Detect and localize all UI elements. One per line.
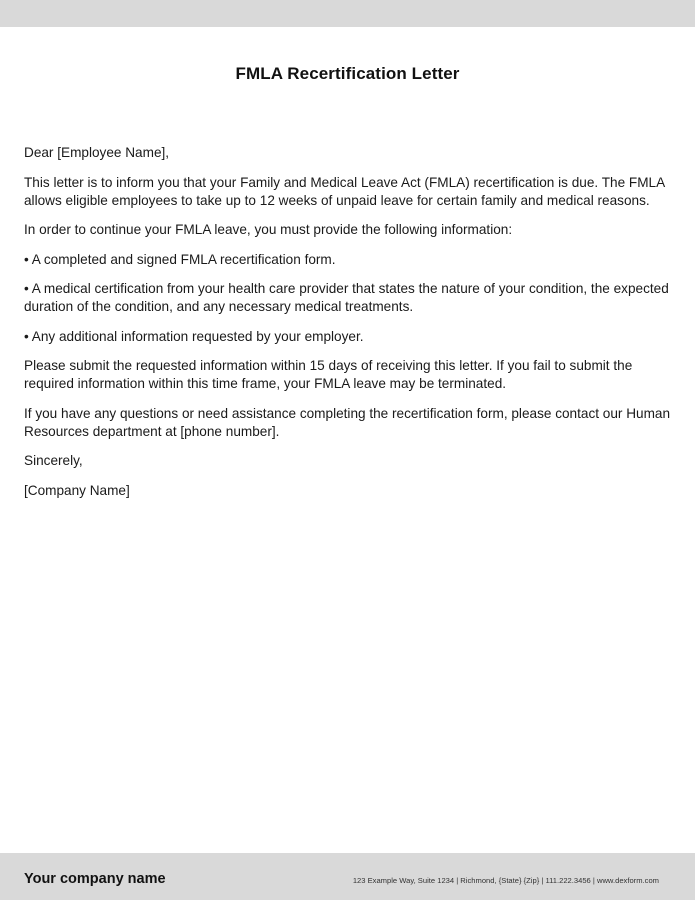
closing: Sincerely, [24, 453, 83, 468]
bullet-item-form: • A completed and signed FMLA recertification form. [24, 251, 336, 267]
footer-company-name: Your company name [24, 871, 166, 887]
footer-band [0, 853, 695, 900]
signature: [Company Name] [24, 482, 130, 498]
paragraph-requirements: In order to continue your FMLA leave, you must provide the following information: [24, 222, 513, 237]
bullet-item-additional-info: • Any additional information requested by your employer. [24, 328, 364, 344]
paragraph-contact: If you have any questions or need assistance completing the recertification form, please contact our Human Resources department at [phone number]. [24, 405, 671, 439]
bullet-item-medical-certification: • A medical certification from your health care provider that states the nature of your condition, the expected duration of the condition, and any necessary medical treatments. [24, 281, 669, 314]
letter-body [24, 144, 674, 511]
paragraph-intro: This letter is to inform you that your Family and Medical Leave Act (FMLA) recertification is due. The FMLA allows eligible employees to take up to 12 weeks of unpaid leave for certain family and medical reasons. [24, 174, 665, 208]
footer-address: 123 Example Way, Suite 1234 | Richmond, {State} {Zip} | 111.222.3456 | www.dexform.com [352, 876, 659, 885]
paragraph-deadline: Please submit the requested information within 15 days of receiving this letter. If you fail to submit the required information within this time frame, your FMLA leave may be terminated. [24, 358, 633, 391]
salutation: Dear [Employee Name], [24, 145, 170, 160]
document-title: FMLA Recertification Letter [235, 64, 460, 83]
header-band [0, 0, 695, 27]
